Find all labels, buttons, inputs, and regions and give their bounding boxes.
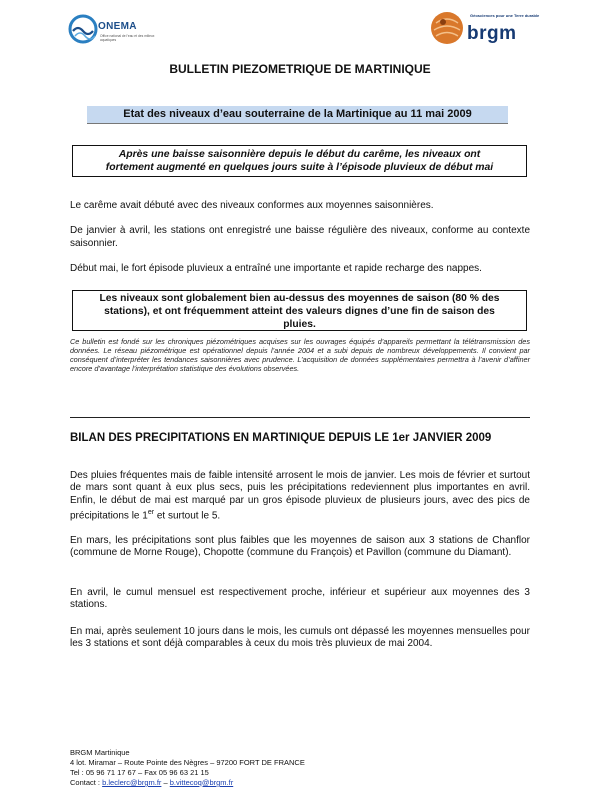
summary-box: [72, 145, 527, 177]
brgm-logo: [430, 7, 540, 49]
email-link-leclerc[interactable]: b.leclerc@brgm.fr: [102, 778, 162, 787]
brgm-globe-icon: [430, 11, 464, 45]
bulletin-subtitle: Etat des niveaux d’eau souterraine de la Martinique au 11 mai 2009: [87, 106, 508, 123]
subtitle-underline: [87, 123, 508, 124]
footer-contact-separator: –: [161, 778, 170, 787]
footer-phone: Tel : 05 96 71 17 67 – Fax 05 96 63 21 15: [70, 768, 209, 777]
brgm-name: brgm: [467, 23, 517, 44]
onema-emblem-icon: [68, 14, 98, 44]
body-paragraph-1-end: et surtout le 5.: [154, 510, 221, 522]
footer-contact-label: Contact :: [70, 778, 103, 787]
onema-name: ONEMA: [98, 21, 137, 32]
highlight-line-2: stations), et ont fréquemment atteint des valeurs dignes d’une fin de saison des: [104, 306, 495, 317]
body-paragraph-1-text: Des pluies fréquentes mais de faible intensité arrosent le mois de janvier. Les mois de février et surtout de mars sont quant à eux plus secs, puis les précipitations redeviennent plus importantes en avril. Enfin, le début de mai est marqué par un gros épisode pluvieux de plusieurs jours, avec des pics de précipitations le 1: [70, 470, 530, 522]
section-title: BILAN DES PRECIPITATIONS EN MARTINIQUE DEPUIS LE 1er JANVIER 2009: [70, 432, 492, 444]
highlight-line-3: pluies.: [283, 319, 316, 330]
highlight-box: [72, 290, 527, 331]
paragraph-1: Le carême avait débuté avec des niveaux conformes aux moyennes saisonnières.: [70, 200, 434, 211]
body-paragraph-4: En mai, après seulement 10 jours dans le mois, les cumuls ont dépassé les moyennes mensuelles pour les 3 stations et sont déjà comparables à ceux du mois très pluvieux de mai 2004.: [70, 626, 530, 650]
body-paragraph-1: [70, 470, 530, 523]
body-paragraph-3: En avril, le cumul mensuel est respectivement proche, inférieur et supérieur aux moyennes des 3 stations.: [70, 587, 530, 611]
bulletin-title: BULLETIN PIEZOMETRIQUE DE MARTINIQUE: [169, 62, 431, 76]
brgm-tagline: Géosciences pour une Terre durable: [470, 13, 540, 18]
email-link-vittecoq[interactable]: b.vittecoq@brgm.fr: [169, 778, 234, 787]
footer-address: 4 lot. Miramar – Route Pointe des Nègres – 97200 FORT DE FRANCE: [70, 758, 305, 767]
paragraph-3: Début mai, le fort épisode pluvieux a entraîné une importante et rapide recharge des nappes.: [70, 263, 482, 274]
onema-tagline: Office national de l'eau et des milieux aquatiques: [100, 34, 155, 42]
section-separator: [70, 417, 530, 418]
method-note: Ce bulletin est fondé sur les chroniques piézométriques acquises sur les ouvrages équipés d’appareils permettant la télétransmission des données. Le réseau piézométrique est opérationnel depuis l’année 2004 et a subi depuis de nombreux développements. Il convient par conséquent d’interpréter les tendances saisonnières avec prudence. L’acquisition de données supplémentaires permettra à l’avenir d’affiner encore d’avantage l’interprétation statistique des évolutions observées.: [70, 337, 530, 374]
footer-org: BRGM Martinique: [70, 748, 130, 757]
body-paragraph-2: En mars, les précipitations sont plus faibles que les moyennes de saison aux 3 stations de Chanflor (commune de Morne Rouge), Chopotte (commune du François) et Pavillon (commune du Diamant).: [70, 535, 530, 559]
ordinal-superscript: er: [147, 508, 155, 516]
highlight-line-1: Les niveaux sont globalement bien au-dessus des moyennes de saison (80 % des: [99, 293, 500, 304]
footer-contact: [70, 778, 490, 788]
footer: [70, 748, 490, 788]
summary-line-2: fortement augmenté en quelques jours suite à l’épisode pluvieux de début mai: [105, 162, 494, 173]
summary-line-1: Après une baisse saisonnière depuis le début du carême, les niveaux ont: [118, 149, 481, 160]
onema-logo: [68, 10, 188, 50]
paragraph-2: De janvier à avril, les stations ont enregistré une baisse régulière des niveaux, conforme au contexte saisonnier.: [70, 225, 530, 249]
